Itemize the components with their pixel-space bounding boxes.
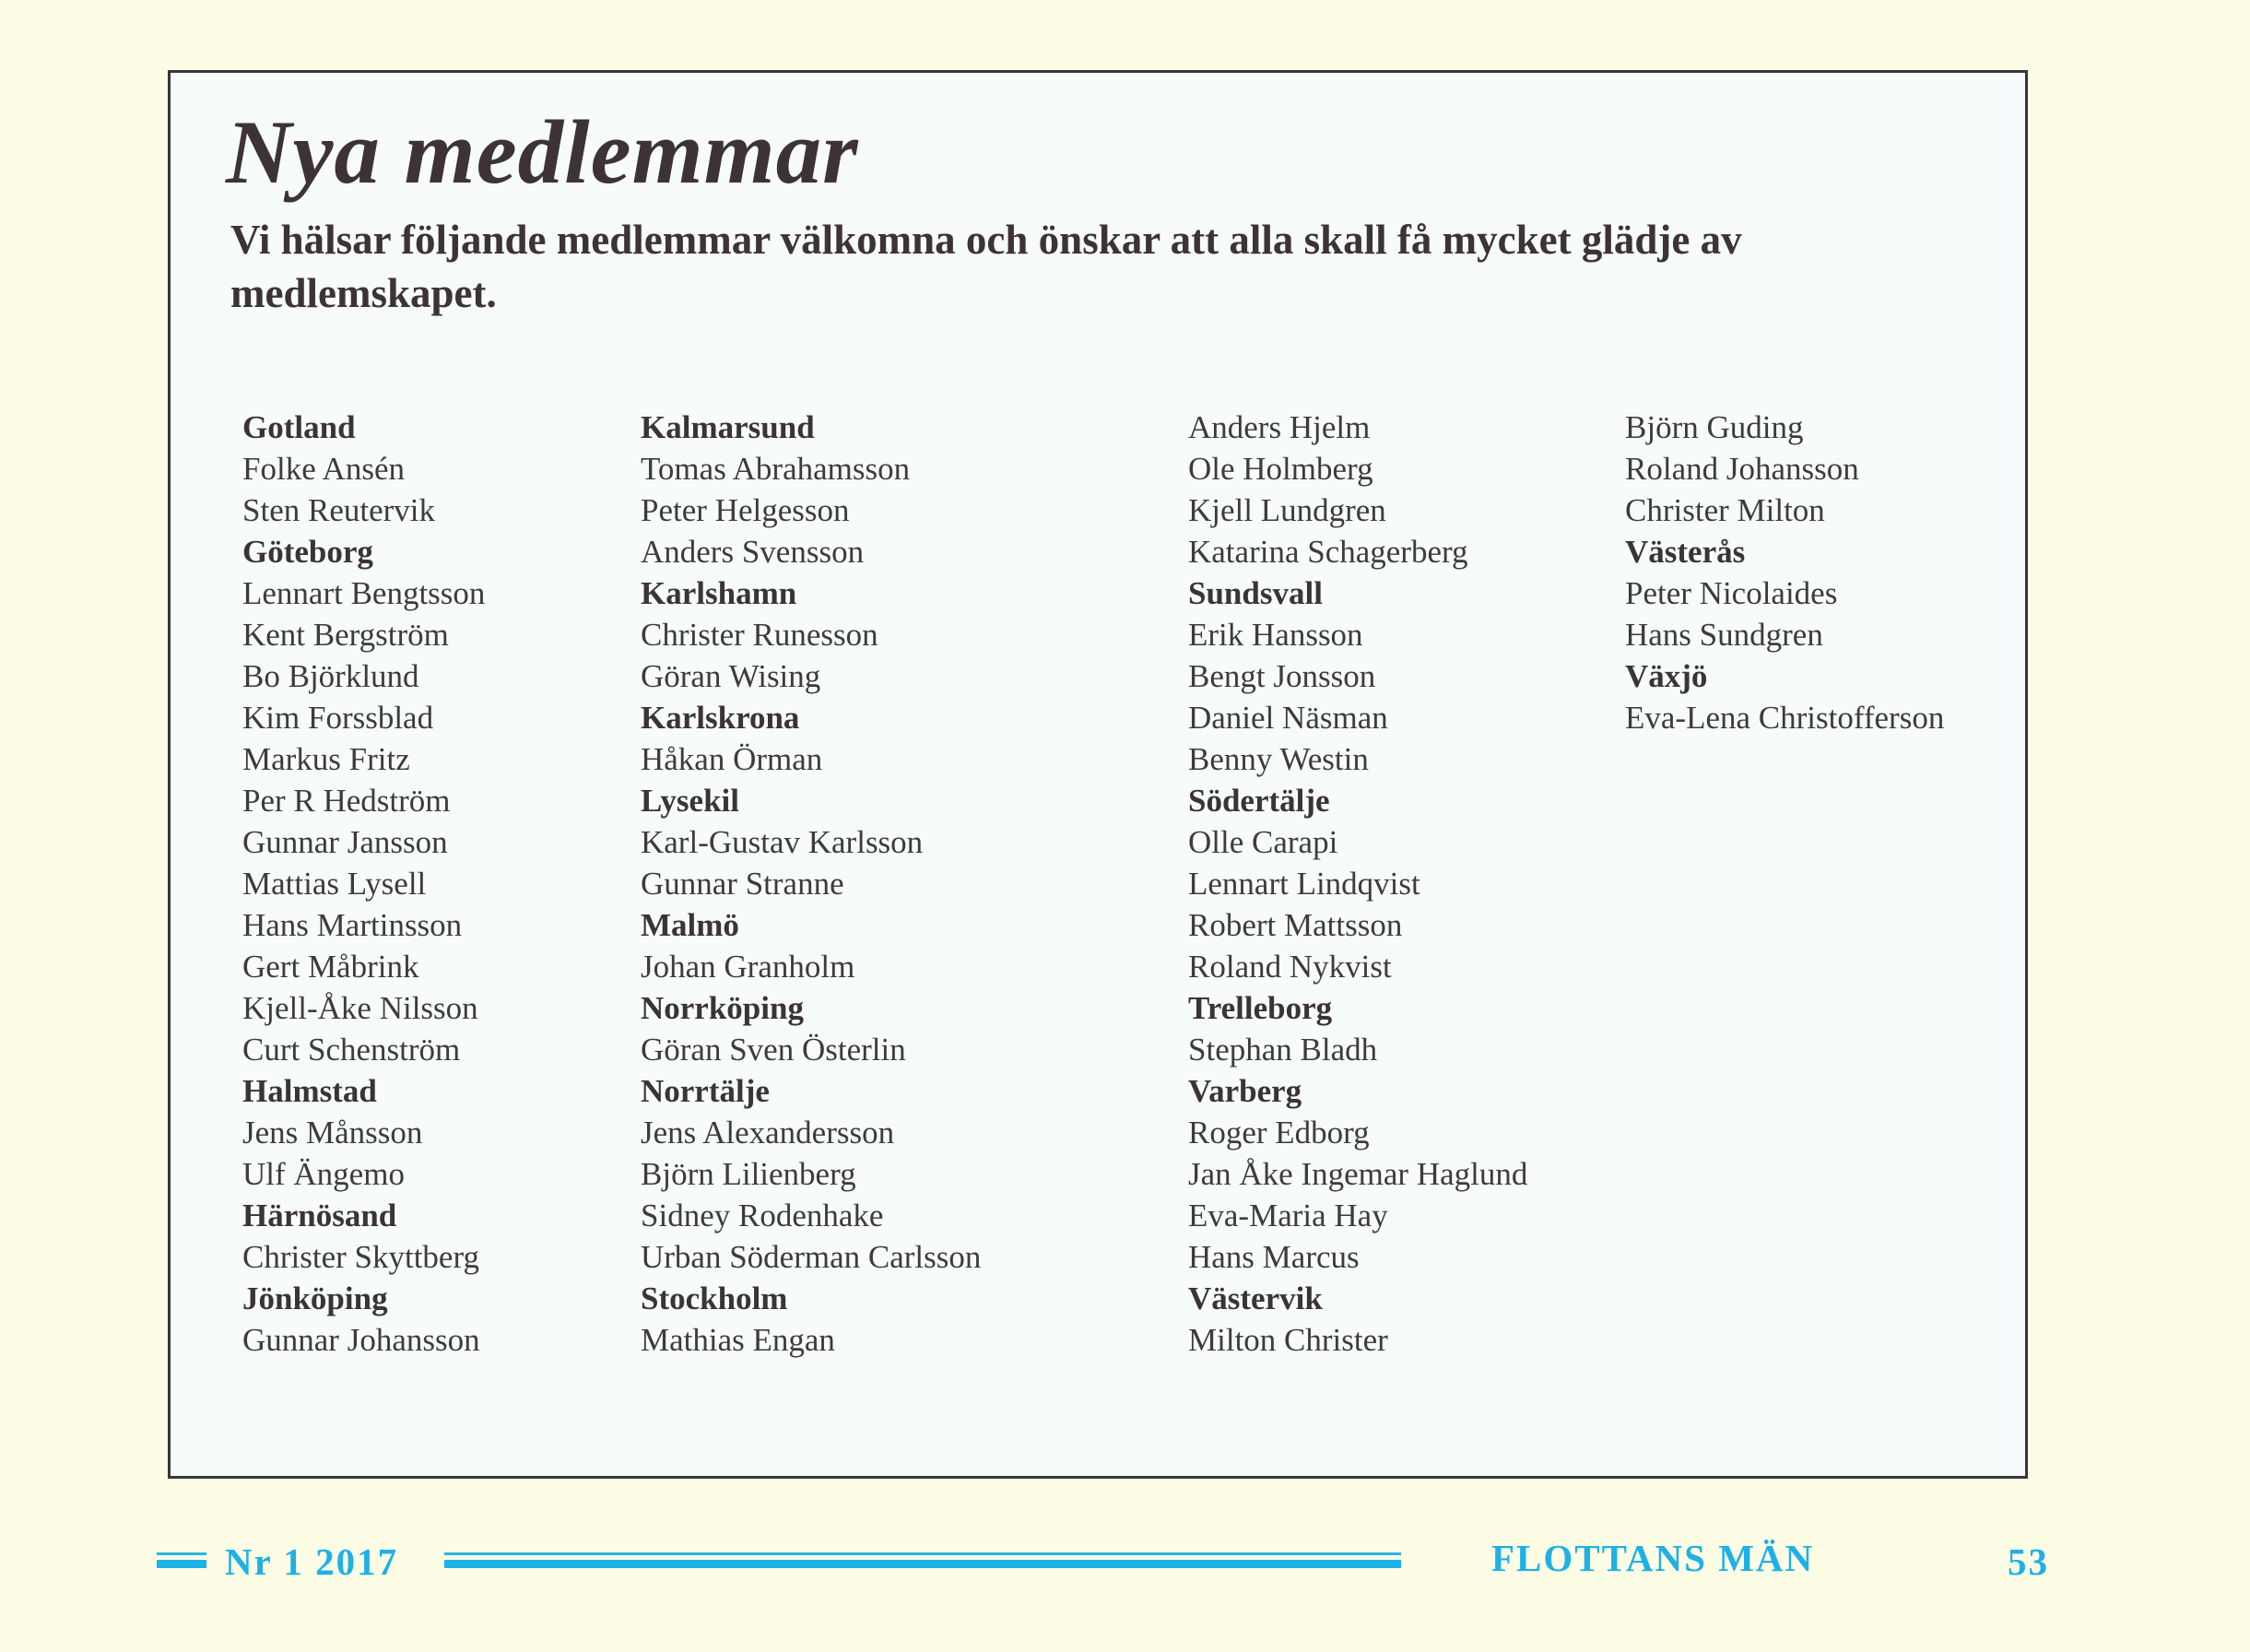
members-panel [168,70,2028,1479]
page-footer [0,1530,2250,1604]
member-name: Sten Reutervik [242,492,435,528]
region-heading: Växjö [1625,658,1708,694]
region-heading: Västerås [1625,534,1746,570]
region-heading: Södertälje [1188,783,1330,819]
footer-rule-left-thin [157,1552,206,1555]
member-name: Hans Martinsson [242,907,463,943]
region-heading: Västervik [1188,1280,1323,1316]
member-name: Urban Söderman Carlsson [641,1239,982,1275]
members-column-4 [1625,407,1944,738]
intro-text: Vi hälsar följande medlemmar välkomna och önskar att alla skall få mycket glädje av medlemskapet. [230,217,1742,316]
member-name: Ulf Ängemo [242,1156,405,1192]
member-name: Sidney Rodenhake [641,1198,884,1233]
member-name: Tomas Abrahamsson [641,451,911,487]
member-name: Katarina Schagerberg [1188,534,1468,570]
member-name: Daniel Näsman [1188,700,1388,736]
member-name: Kim Forssblad [242,700,434,736]
region-heading: Kalmarsund [641,409,815,445]
region-heading: Gotland [242,409,356,445]
member-name: Bo Björklund [242,658,419,694]
member-name: Roger Edborg [1188,1115,1370,1150]
member-name: Gunnar Jansson [242,824,448,860]
region-heading: Norrköping [641,990,804,1026]
member-name: Stephan Bladh [1188,1032,1378,1068]
member-name: Milton Christer [1188,1322,1388,1358]
member-name: Hans Sundgren [1625,617,1823,653]
member-name: Benny Westin [1188,741,1369,777]
member-name: Robert Mattsson [1188,907,1403,943]
member-name: Gert Måbrink [242,949,419,985]
publication-name: FLOTTANS MÄN [1491,1537,1815,1579]
region-heading: Trelleborg [1188,990,1333,1026]
member-name: Björn Guding [1625,409,1804,445]
member-name: Hans Marcus [1188,1239,1360,1275]
member-name: Lennart Bengtsson [242,575,486,611]
member-name: Peter Helgesson [641,492,850,528]
member-name: Mattias Lysell [242,866,427,902]
region-heading: Härnösand [242,1198,397,1233]
member-name: Per R Hedström [242,783,451,819]
member-name: Curt Schenström [242,1032,461,1068]
region-heading: Stockholm [641,1280,788,1316]
member-name: Eva-Lena Christofferson [1625,700,1945,736]
member-name: Göran Wising [641,658,821,694]
member-name: Olle Carapi [1188,824,1338,860]
region-heading: Göteborg [242,534,373,570]
region-heading: Norrtälje [641,1073,770,1109]
member-name: Markus Fritz [242,741,410,777]
member-name: Håkan Örman [641,741,823,777]
page-title: Nya medlemmar [226,102,859,203]
members-column-3 [1188,407,1527,1361]
member-name: Jens Månsson [242,1115,423,1150]
region-heading: Sundsvall [1188,575,1323,611]
region-heading: Karlskrona [641,700,800,736]
members-column-2 [641,407,981,1361]
region-heading: Malmö [641,907,739,943]
member-name: Christer Milton [1625,492,1825,528]
region-heading: Varberg [1188,1073,1302,1109]
member-name: Björn Lilienberg [641,1156,856,1192]
footer-rule-middle-thick [444,1560,1401,1568]
region-heading: Jönköping [242,1280,388,1316]
member-name: Eva-Maria Hay [1188,1198,1388,1233]
member-name: Christer Skyttberg [242,1239,479,1275]
member-name: Bengt Jonsson [1188,658,1376,694]
member-name: Folke Ansén [242,451,405,487]
footer-rule-left-thick [157,1560,206,1568]
member-name: Karl-Gustav Karlsson [641,824,924,860]
member-name: Mathias Engan [641,1322,835,1358]
member-name: Jens Alexandersson [641,1115,895,1150]
member-name: Gunnar Stranne [641,866,844,902]
member-name: Ole Holmberg [1188,451,1373,487]
footer-rule-middle-thin [444,1552,1401,1555]
member-name: Christer Runesson [641,617,878,653]
member-name: Anders Hjelm [1188,409,1371,445]
member-name: Kjell Lundgren [1188,492,1386,528]
member-name: Peter Nicolaides [1625,575,1838,611]
region-heading: Halmstad [242,1073,377,1109]
member-name: Kjell-Åke Nilsson [242,990,478,1026]
member-name: Roland Nykvist [1188,949,1392,985]
member-name: Jan Åke Ingemar Haglund [1188,1156,1528,1192]
region-heading: Lysekil [641,783,739,819]
member-name: Anders Svensson [641,534,865,570]
member-name: Kent Bergström [242,617,449,653]
member-name: Roland Johansson [1625,451,1859,487]
issue-label: Nr 1 2017 [225,1540,399,1583]
member-name: Johan Granholm [641,949,855,985]
region-heading: Karlshamn [641,575,797,611]
member-name: Gunnar Johansson [242,1322,480,1358]
member-name: Lennart Lindqvist [1188,866,1420,902]
page-number: 53 [2008,1540,2049,1583]
member-name: Göran Sven Österlin [641,1032,906,1068]
member-name: Erik Hansson [1188,617,1363,653]
members-column-1 [242,407,485,1361]
